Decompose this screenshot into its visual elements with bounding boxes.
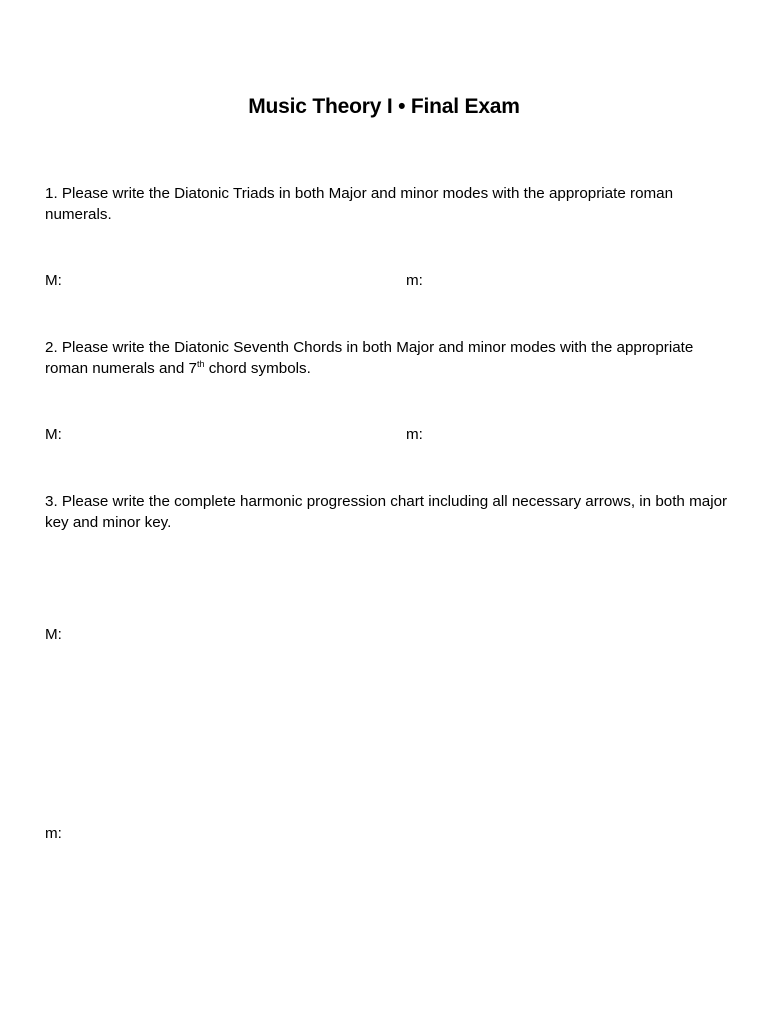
question-2-minor-label: m:	[406, 426, 423, 443]
question-2-text: 2. Please write the Diatonic Seventh Chords in both Major and minor modes with the appropriate roman numerals and 7	[45, 339, 694, 377]
question-3	[45, 491, 735, 533]
question-2-text-end: chord symbols.	[204, 360, 311, 377]
question-1-text: 1. Please write the Diatonic Triads in both Major and minor modes with the appropriate roman numerals.	[45, 185, 674, 223]
question-1-major-label: M:	[45, 272, 62, 289]
question-3-major-label: M:	[45, 626, 62, 643]
page-title: Music Theory I • Final Exam	[248, 95, 520, 118]
question-3-text: 3. Please write the complete harmonic progression chart including all necessary arrows, in both major key and minor key.	[45, 493, 728, 531]
question-2-major-label: M:	[45, 426, 62, 443]
question-3-minor-label: m:	[45, 825, 62, 842]
question-2	[45, 337, 735, 379]
question-2-superscript: th	[196, 359, 205, 369]
question-1	[45, 183, 735, 225]
question-1-minor-label: m:	[406, 272, 423, 289]
